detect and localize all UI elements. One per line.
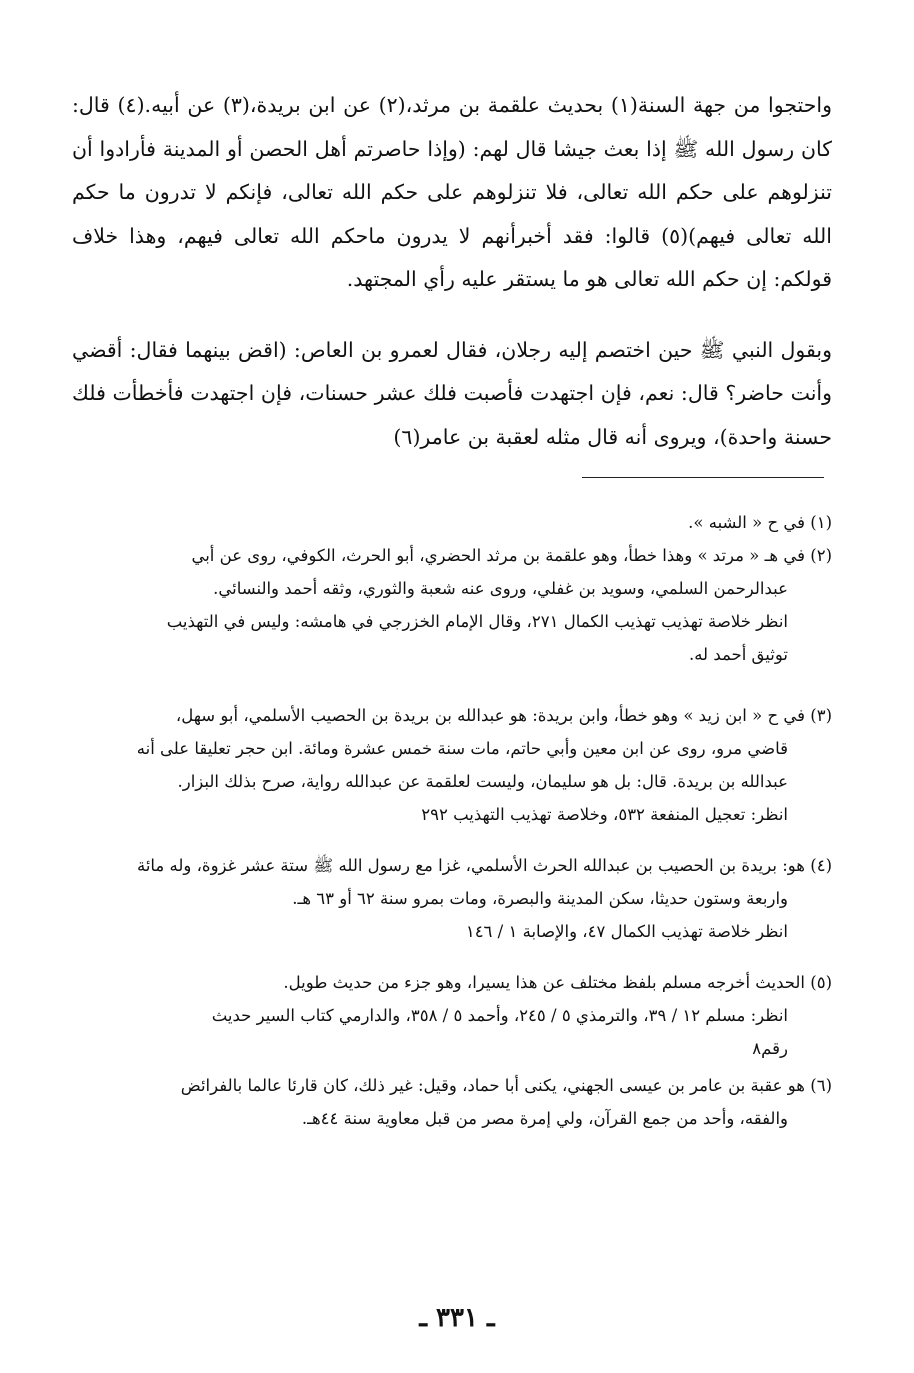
footnote-6-line-2: والفقه، وأحد من جمع القرآن، ولي إمرة مصر من قبل معاوية سنة ٤٤هـ. [301, 1109, 788, 1128]
footnote-3-line-4: انظر: تعجيل المنفعة ٥٣٢، وخلاصة تهذيب التهذيب ٢٩٢ [421, 805, 788, 824]
footnote-2 [72, 539, 832, 671]
footnote-separator [582, 477, 824, 478]
footnote-2-line-1: (٢) في هـ « مرتد » وهذا خطأ، وهو علقمة بن مرثد الحضري، أبو الحرث، الكوفي، روى عن أبي [191, 546, 832, 565]
footnote-4-line-3: انظر خلاصة تهذيب الكمال ٤٧، والإصابة ١ / ١٤٦ [465, 922, 788, 941]
footnote-1 [72, 506, 832, 539]
footnote-3-line-2: قاضي مرو، روى عن ابن معين وأبي حاتم، مات سنة خمس عشرة ومائة. ابن حجر تعليقا على أنه [136, 739, 788, 758]
footnote-2-line-2: عبدالرحمن السلمي، وسويد بن غفلي، وروى عنه شعبة والثوري، وثقه أحمد والنسائي. [213, 579, 788, 598]
main-paragraph-1: واحتجوا من جهة السنة(١) بحديث علقمة بن مرثد،(٢) عن ابن بريدة،(٣) عن أبيه.(٤) قال: كان رسول الله ﷺ إذا بعث جيشا قال لهم: (وإذا حاصرتم أهل الحصن أو المدينة فأرادوا أن تنزلوهم على حكم الله تعالى، فلا تنزلوهم على حكم الله تعالى، فإنكم لا تدرون ما حكم الله تعالى فيهم)(٥) قالوا: فقد أخبرأنهم لا يدرون ماحكم الله تعالى فيهم، وهذا خلاف قولكم: إن حكم الله تعالى هو ما يستقر عليه رأي المجتهد. [72, 93, 833, 291]
main-text [72, 84, 832, 459]
footnote-gap [72, 948, 832, 966]
footnote-2-line-3: انظر خلاصة تهذيب تهذيب الكمال ٢٧١، وقال الإمام الخزرجي في هامشه: وليس في التهذيب [166, 612, 788, 631]
page-number: ـ ٣٣١ ـ [419, 1303, 495, 1333]
footnote-5-line-3: رقم٨ [752, 1039, 788, 1058]
main-paragraph-2: وبقول النبي ﷺ حين اختصم إليه رجلان، فقال لعمرو بن العاص: (اقض بينهما فقال: أقضي وأنت حاضر؟ قال: نعم، فإن اجتهدت فأصبت فلك عشر حسنات، فإن اجتهدت فأخطأت فلك حسنة واحدة)، ويروى أنه قال مثله لعقبة بن عامر(٦) [72, 337, 832, 449]
footnote-4-line-1: (٤) هو: بريدة بن الحصيب بن عبدالله الحرث الأسلمي، غزا مع رسول الله ﷺ ستة عشر غزوة، وله مائة [136, 856, 832, 875]
footnote-gap [72, 831, 832, 849]
footnotes [72, 506, 832, 1135]
footnote-3 [72, 699, 832, 831]
footnote-3-line-1: (٣) في ح « ابن زيد » وهو خطأ، وابن بريدة: هو عبدالله بن بريدة بن الحصيب الأسلمي، أبو سهل، [175, 706, 832, 725]
footnote-2-line-4: توثيق أحمد له. [688, 645, 788, 664]
footnote-5-line-1: (٥) الحديث أخرجه مسلم بلفظ مختلف عن هذا يسيرا، وهو جزء من حديث طويل. [283, 973, 832, 992]
footnote-1-line-1: (١) في ح « الشبه ». [688, 513, 832, 532]
footnote-4 [72, 849, 832, 948]
footnote-4-line-2: واربعة وستون حديثا، سكن المدينة والبصرة، ومات بمرو سنة ٦٢ أو ٦٣ هـ. [292, 889, 788, 908]
footnote-5 [72, 966, 832, 1065]
footnote-6 [72, 1069, 832, 1135]
footnote-gap [72, 671, 832, 699]
footnote-3-line-3: عبدالله بن بريدة. قال: بل هو سليمان، وليست لعلقمة عن عبدالله رواية، صرح بذلك البزار. [177, 772, 788, 791]
footnote-5-line-2: انظر: مسلم ١٢ / ٣٩، والترمذي ٥ / ٢٤٥، وأحمد ٥ / ٣٥٨، والدارمي كتاب السير حديث [211, 1006, 788, 1025]
footnote-6-line-1: (٦) هو عقبة بن عامر بن عيسى الجهني، يكنى أبا حماد، وقيل: غير ذلك، كان قارئا عالما بالفرائض [180, 1076, 832, 1095]
